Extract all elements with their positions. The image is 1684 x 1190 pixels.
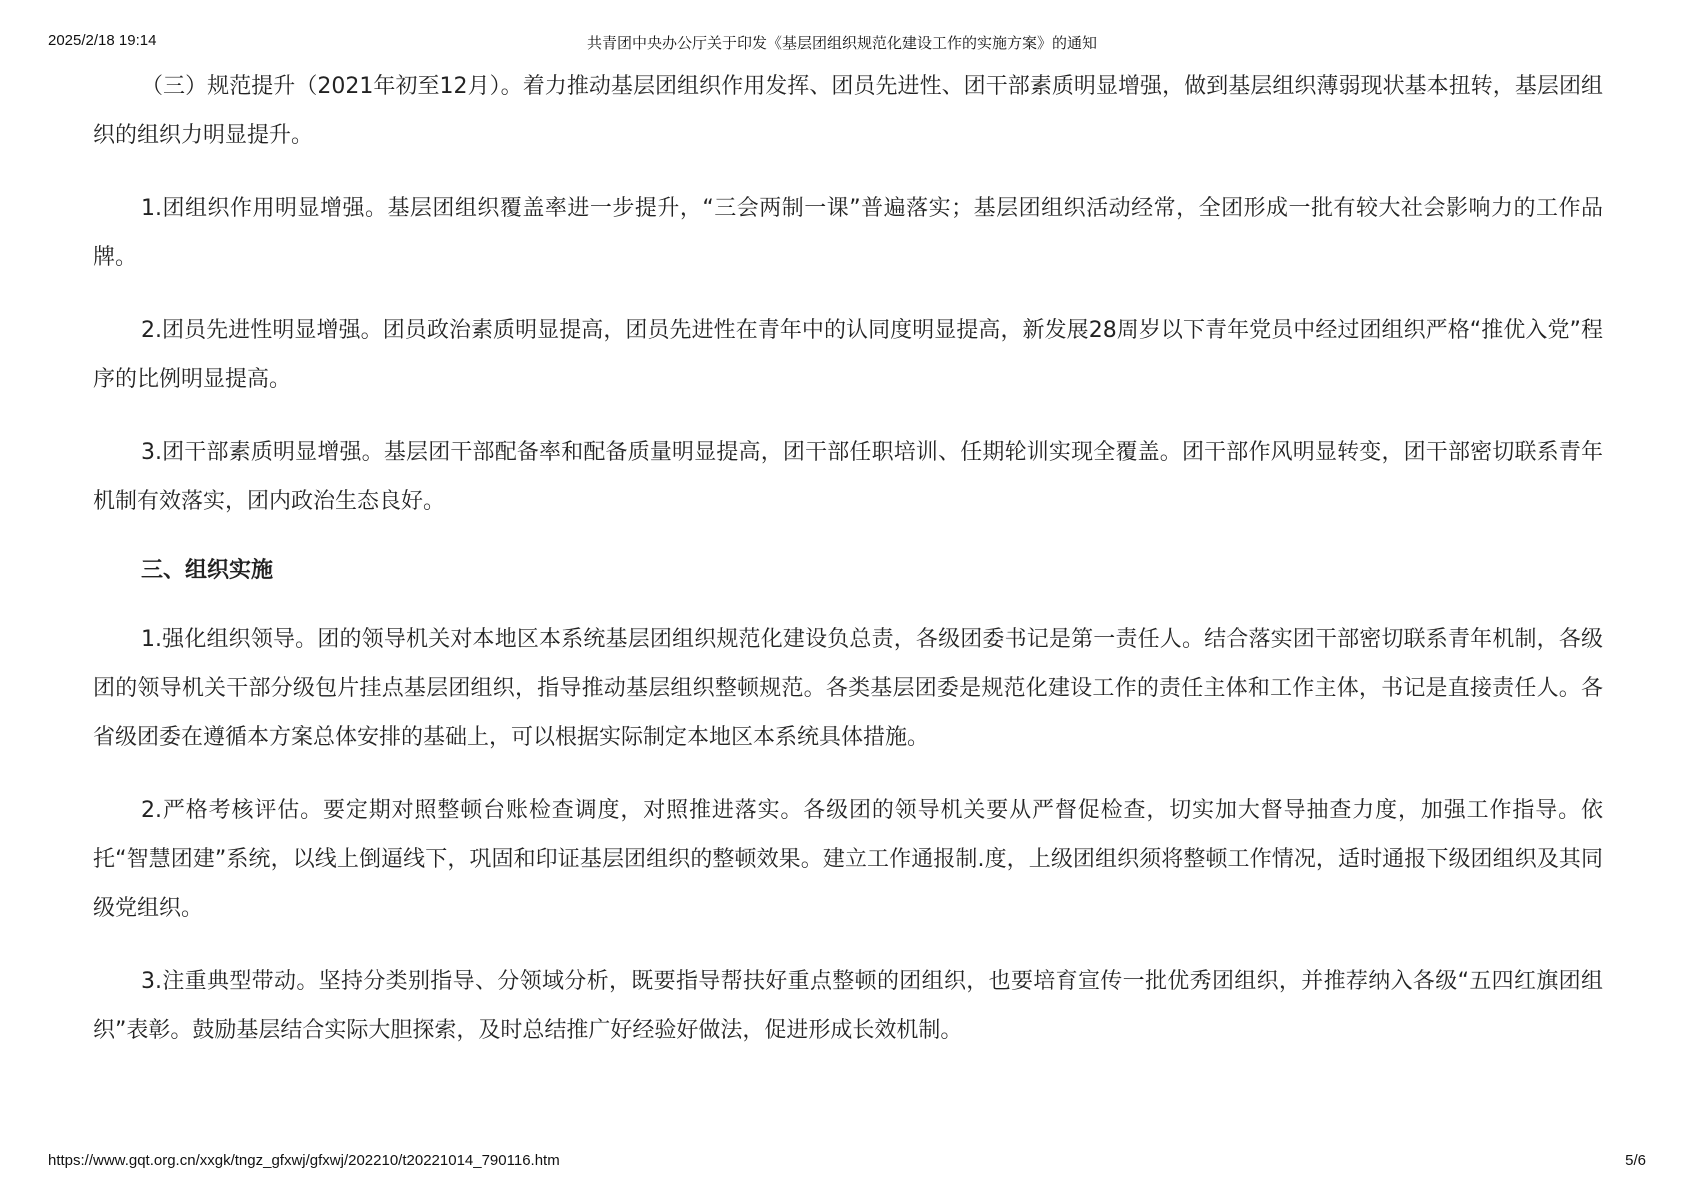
section-heading-implementation: 三、组织实施 <box>141 558 274 583</box>
paragraph-leadership: 1.强化组织领导。团的领导机关对本地区本系统基层团组织规范化建设负总责，各级团委书记是第一责任人。结合落实团干部密切联系青年机制，各级团的领导机关干部分级包片挂点基层团组织，指导推动基层组织整顿规范。各类基层团委是规范化建设工作的责任主体和工作主体，书记是直接责任人。各省级团委在遵循本方案总体安排的基础上，可以根据实际制定本地区本系统具体措施。 <box>93 627 1603 750</box>
print-header-date: 2025/2/18 19:14 <box>48 32 157 49</box>
print-header-title: 共青团中央办公厅关于印发《基层团组织规范化建设工作的实施方案》的通知 <box>586 34 1097 52</box>
paragraph-cadre-quality: 3.团干部素质明显增强。基层团干部配备率和配备质量明显提高，团干部任职培训、任期轮训实现全覆盖。团干部作风明显转变，团干部密切联系青年机制有效落实，团内政治生态良好。 <box>93 440 1603 514</box>
paragraph-member-advancement: 2.团员先进性明显增强。团员政治素质明显提高，团员先进性在青年中的认同度明显提高，新发展28周岁以下青年党员中经过团组织严格“推优入党”程序的比例明显提高。 <box>93 318 1603 392</box>
paragraph-assessment: 2.严格考核评估。要定期对照整顿台账检查调度，对照推进落实。各级团的领导机关要从严督促检查，切实加大督导抽查力度，加强工作指导。依托“智慧团建”系统，以线上倒逼线下，巩固和印证基层团组织的整顿效果。建立工作通报制.度，上级团组织须将整顿工作情况，适时通报下级团组织及其同级党组织。 <box>93 798 1603 921</box>
print-footer-page-number: 5/6 <box>1625 1152 1646 1169</box>
print-footer-url: https://www.gqt.org.cn/xxgk/tngz_gfxwj/gfxwj/202210/t20221014_790116.htm <box>48 1152 560 1169</box>
paragraph-exemplars: 3.注重典型带动。坚持分类别指导、分领域分析，既要指导帮扶好重点整顿的团组织，也要培育宣传一批优秀团组织，并推荐纳入各级“五四红旗团组织”表彰。鼓励基层结合实际大胆探索，及时总结推广好经验好做法，促进形成长效机制。 <box>93 969 1603 1043</box>
paragraph-standardization-stage: （三）规范提升（2021年初至12月）。着力推动基层团组织作用发挥、团员先进性、团干部素质明显增强，做到基层组织薄弱现状基本扭转，基层团组织的组织力明显提升。 <box>93 74 1603 148</box>
document-body <box>93 62 1603 1055</box>
paragraph-league-role: 1.团组织作用明显增强。基层团组织覆盖率进一步提升，“三会两制一课”普遍落实；基层团组织活动经常，全团形成一批有较大社会影响力的工作品牌。 <box>93 196 1603 270</box>
